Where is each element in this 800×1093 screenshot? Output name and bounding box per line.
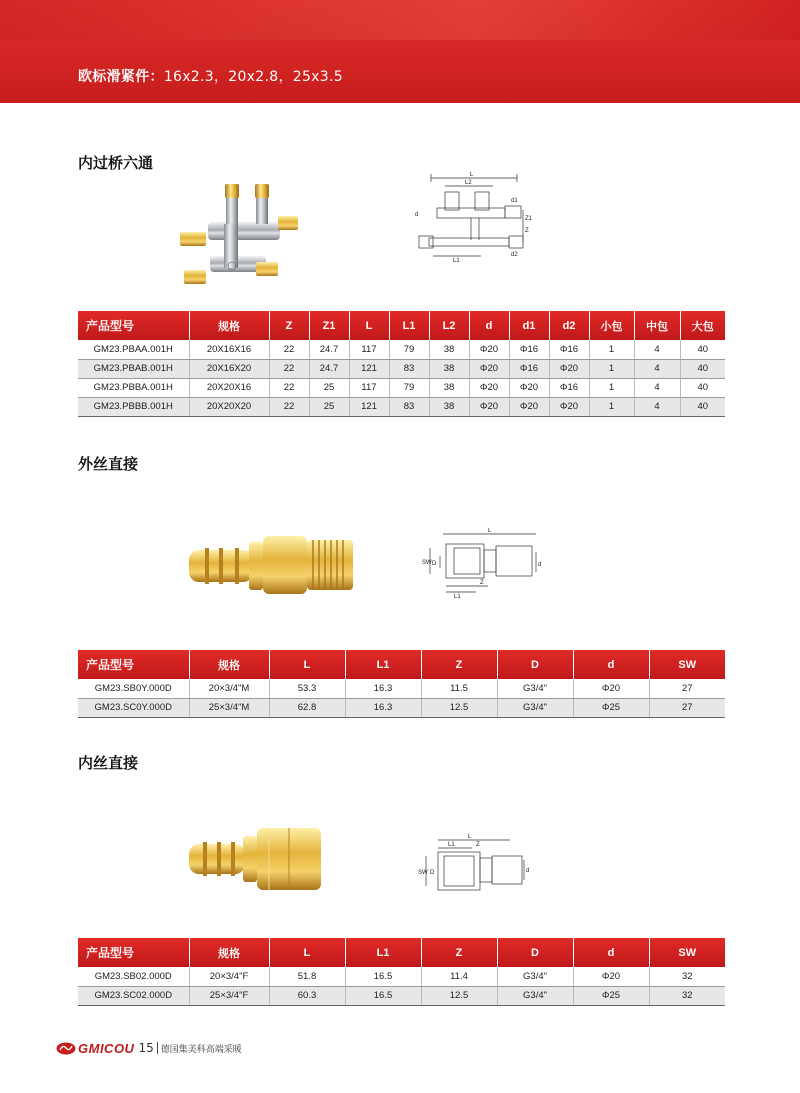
table-cell: 53.3 [269, 679, 345, 698]
table-cell: 16.3 [345, 698, 421, 717]
table-cell: 1 [589, 340, 634, 359]
table-cell: Φ16 [549, 340, 589, 359]
drawing-label-L: L [470, 172, 474, 178]
column-header: Z [269, 311, 309, 340]
table-cell: 62.8 [269, 698, 345, 717]
column-header: L [269, 938, 345, 967]
table-cell: 79 [389, 378, 429, 397]
page-header-title [78, 66, 343, 86]
table-cell: Φ16 [549, 378, 589, 397]
table-cell: 1 [589, 397, 634, 416]
table-header-row [78, 650, 725, 679]
table-cell: 38 [429, 359, 469, 378]
drawing-label-d: d [415, 212, 419, 218]
table-cell: G3/4" [497, 986, 573, 1005]
table-cell: G3/4" [497, 698, 573, 717]
table-cell: 40 [680, 378, 725, 397]
male-connector-dimension-drawing [418, 528, 543, 600]
table-cell: 4 [634, 378, 680, 397]
column-header: d [573, 938, 649, 967]
table-header-row [78, 938, 725, 967]
table-cell: GM23.PBBA.001H [78, 378, 189, 397]
table-cell: 25×3/4"F [189, 986, 269, 1005]
table-row [78, 397, 725, 416]
column-header: d [573, 650, 649, 679]
female-connector-dimension-drawing [418, 830, 536, 900]
table-cell: GM23.SB0Y.000D [78, 679, 189, 698]
table-cell: 24.7 [309, 359, 349, 378]
footer-tagline: 德国集美科高端采暖 [160, 1044, 242, 1055]
table-cell: GM23.SB02.000D [78, 967, 189, 986]
male-connector-spec-table [78, 650, 725, 718]
table-cell: 22 [269, 397, 309, 416]
table-cell: 20×3/4"M [189, 679, 269, 698]
column-header: d [469, 311, 509, 340]
table-cell: 20X16X20 [189, 359, 269, 378]
column-header: L2 [429, 311, 469, 340]
page-number: 15 [138, 1041, 154, 1055]
table-cell: 83 [389, 397, 429, 416]
table-cell: GM23.SC0Y.000D [78, 698, 189, 717]
table-cell: 25 [309, 397, 349, 416]
table-cell: GM23.PBBB.001H [78, 397, 189, 416]
column-header: 大包 [680, 311, 725, 340]
table-cell: 4 [634, 340, 680, 359]
table-header-row [78, 311, 725, 340]
table-cell: Φ16 [509, 359, 549, 378]
table-cell: 12.5 [421, 986, 497, 1005]
female-connector-spec-table [78, 938, 725, 1006]
drawing-label-L1: L1 [454, 594, 461, 600]
table-cell: Φ20 [549, 397, 589, 416]
table-cell: 20X20X20 [189, 397, 269, 416]
drawing-label-L2: L2 [465, 180, 472, 186]
table-cell: 51.8 [269, 967, 345, 986]
column-header: 规格 [189, 938, 269, 967]
table-cell: 20X20X16 [189, 378, 269, 397]
table-cell: Φ20 [469, 378, 509, 397]
brand-logo-text: GMICOU [78, 1040, 135, 1056]
table-cell: 25 [309, 378, 349, 397]
column-header: 小包 [589, 311, 634, 340]
table-cell: Φ16 [509, 340, 549, 359]
table-cell: 16.3 [345, 679, 421, 698]
drawing-label-d1: d1 [511, 198, 518, 204]
table-cell: 38 [429, 378, 469, 397]
table-cell: 117 [349, 340, 389, 359]
column-header: d2 [549, 311, 589, 340]
table-cell: Φ20 [573, 679, 649, 698]
column-header: SW [649, 650, 725, 679]
column-header: Z1 [309, 311, 349, 340]
table-cell: 27 [649, 679, 725, 698]
header-title-label: 欧标滑紧件： [78, 69, 164, 85]
column-header: D [497, 650, 573, 679]
section-title-male-connector: 外丝直接 [78, 455, 139, 473]
table-cell: 38 [429, 397, 469, 416]
table-cell: 22 [269, 340, 309, 359]
table-cell: 83 [389, 359, 429, 378]
table-row [78, 359, 725, 378]
header-title-sizes: 16x2.3，20x2.8，25x3.5 [163, 69, 343, 85]
table-row [78, 698, 725, 717]
column-header: D [497, 938, 573, 967]
table-cell: GM23.PBAA.001H [78, 340, 189, 359]
table-cell: 1 [589, 359, 634, 378]
table-cell: 16.5 [345, 967, 421, 986]
table-cell: GM23.PBAB.001H [78, 359, 189, 378]
column-header: L1 [345, 938, 421, 967]
header-band [0, 0, 800, 103]
footer-divider [157, 1042, 158, 1054]
table-cell: 40 [680, 359, 725, 378]
drawing-label-L1: L1 [453, 258, 460, 263]
six-way-fitting-photo [170, 178, 325, 298]
table-row [78, 340, 725, 359]
table-cell: 11.4 [421, 967, 497, 986]
table-cell: 79 [389, 340, 429, 359]
brand-logo-icon [56, 1042, 76, 1055]
table-cell: Φ20 [469, 397, 509, 416]
table-cell: 11.5 [421, 679, 497, 698]
table-cell: 27 [649, 698, 725, 717]
column-header: 中包 [634, 311, 680, 340]
table-row [78, 967, 725, 986]
column-header: 产品型号 [78, 650, 189, 679]
female-connector-photo [185, 820, 330, 900]
column-header: Z [421, 938, 497, 967]
table-cell: 4 [634, 397, 680, 416]
table-cell: 16.5 [345, 986, 421, 1005]
table-cell: Φ20 [573, 967, 649, 986]
column-header: L [269, 650, 345, 679]
column-header: L [349, 311, 389, 340]
drawing-label-L1: L1 [448, 842, 455, 848]
table-cell: 121 [349, 397, 389, 416]
table-cell: 22 [269, 359, 309, 378]
table-cell: 1 [589, 378, 634, 397]
six-way-dimension-drawing [415, 168, 533, 263]
column-header: 规格 [189, 311, 269, 340]
drawing-label-L: L [488, 528, 492, 534]
table-cell: Φ20 [469, 359, 509, 378]
column-header: 产品型号 [78, 311, 189, 340]
drawing-label-L: L [468, 834, 472, 840]
table-cell: 20×3/4"F [189, 967, 269, 986]
table-cell: 117 [349, 378, 389, 397]
drawing-label-Z: Z [476, 842, 480, 848]
table-cell: 40 [680, 397, 725, 416]
table-cell: GM23.SC02.000D [78, 986, 189, 1005]
drawing-label-D: D [432, 561, 437, 567]
drawing-label-Z1: Z1 [525, 216, 533, 222]
table-cell: 40 [680, 340, 725, 359]
table-cell: Φ20 [469, 340, 509, 359]
table-cell: 12.5 [421, 698, 497, 717]
table-row [78, 679, 725, 698]
table-row [78, 378, 725, 397]
table-cell: 4 [634, 359, 680, 378]
table-cell: 38 [429, 340, 469, 359]
section-title-six-way: 内过桥六通 [78, 154, 154, 172]
drawing-label-Z: Z [525, 228, 529, 234]
drawing-label-SW: SW [422, 560, 432, 566]
table-cell: Φ20 [509, 397, 549, 416]
column-header: d1 [509, 311, 549, 340]
column-header: Z [421, 650, 497, 679]
drawing-label-D: D [430, 870, 435, 876]
column-header: 产品型号 [78, 938, 189, 967]
table-cell: G3/4" [497, 967, 573, 986]
table-cell: Φ25 [573, 986, 649, 1005]
table-cell: 32 [649, 986, 725, 1005]
drawing-label-d: d [526, 868, 530, 874]
table-cell: 32 [649, 967, 725, 986]
drawing-label-SW: SW [418, 870, 428, 876]
drawing-label-d: d [538, 562, 542, 568]
table-row [78, 986, 725, 1005]
drawing-label-Z: Z [480, 580, 484, 586]
six-way-spec-table [78, 311, 725, 417]
table-cell: G3/4" [497, 679, 573, 698]
column-header: L1 [389, 311, 429, 340]
table-cell: Φ20 [509, 378, 549, 397]
drawing-label-d2: d2 [511, 252, 518, 258]
table-cell: 22 [269, 378, 309, 397]
table-cell: 60.3 [269, 986, 345, 1005]
table-cell: 121 [349, 359, 389, 378]
male-connector-photo [183, 522, 363, 602]
table-cell: Φ20 [549, 359, 589, 378]
table-cell: 24.7 [309, 340, 349, 359]
column-header: 规格 [189, 650, 269, 679]
table-cell: 20X16X16 [189, 340, 269, 359]
section-title-female-connector: 内丝直接 [78, 754, 139, 772]
column-header: L1 [345, 650, 421, 679]
table-cell: 25×3/4"M [189, 698, 269, 717]
column-header: SW [649, 938, 725, 967]
page-footer [56, 1039, 242, 1057]
table-cell: Φ25 [573, 698, 649, 717]
